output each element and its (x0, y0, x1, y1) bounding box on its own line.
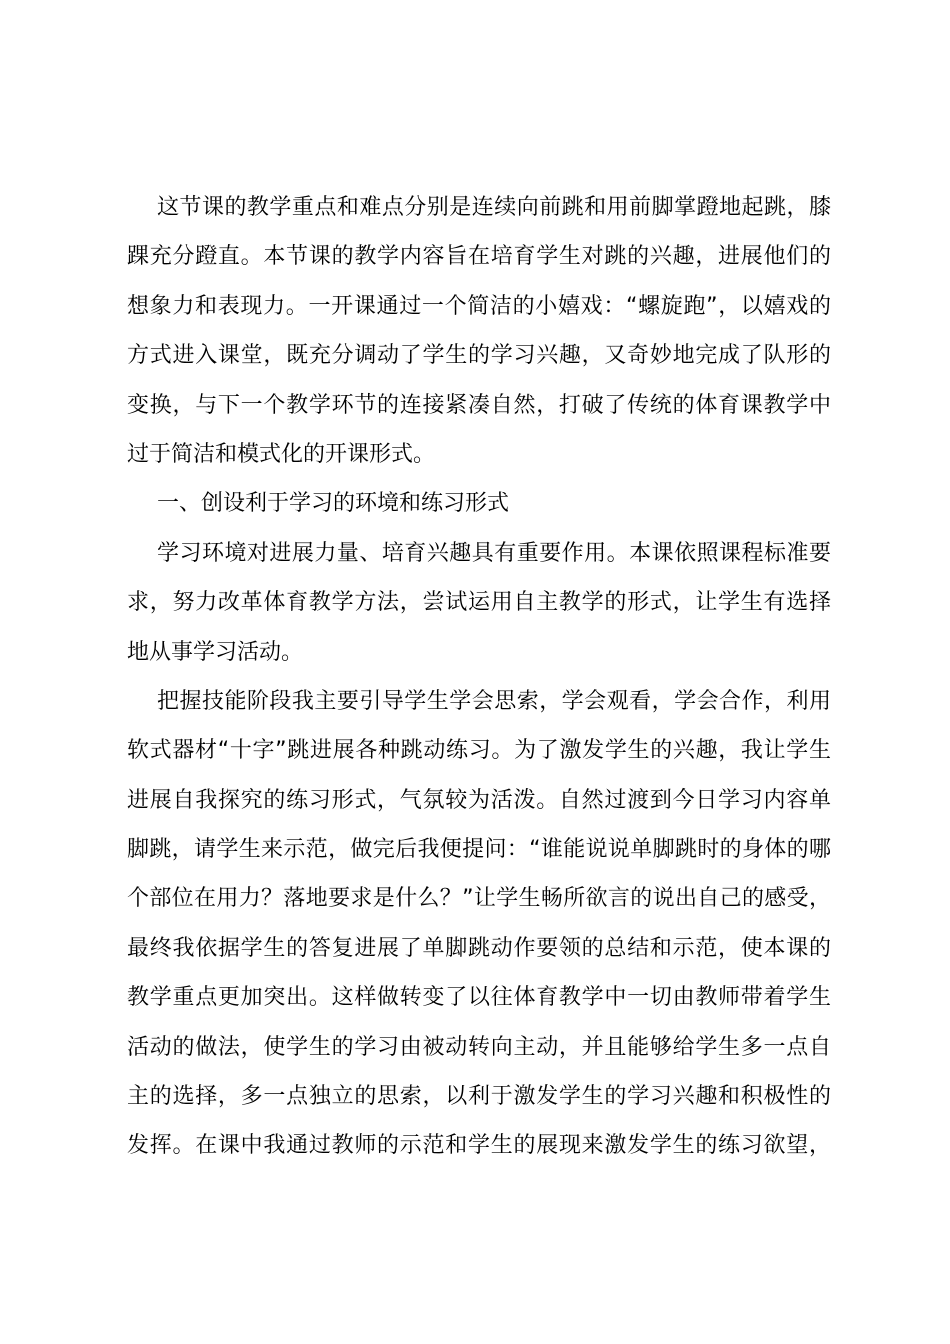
text-line: 个部位在用力？落地要求是什么？”让学生畅所欲言的说出自己的感受， (127, 886, 831, 912)
text-line: 软式器材“十字”跳进展各种跳动练习。为了激发学生的兴趣，我让学生 (127, 738, 831, 764)
text-line: 方式进入课堂，既充分调动了学生的学习兴趣，又奇妙地完成了队形的 (127, 343, 831, 369)
text-line: 过于简洁和模式化的开课形式。 (127, 441, 436, 467)
text-line: 发挥。在课中我通过教师的示范和学生的展现来激发学生的练习欲望， (127, 1133, 831, 1159)
text-line: 脚跳，请学生来示范，做完后我便提问：“谁能说说单脚跳时的身体的哪 (127, 837, 831, 863)
text-line: 踝充分蹬直。本节课的教学内容旨在培育学生对跳的兴趣，进展他们的 (127, 244, 831, 270)
text-line: 求，努力改革体育教学方法，尝试运用自主教学的形式，让学生有选择 (127, 590, 831, 616)
text-line: 教学重点更加突出。这样做转变了以往体育教学中一切由教师带着学生 (127, 985, 831, 1011)
document-body (127, 183, 831, 1171)
text-line: 变换，与下一个教学环节的连接紧凑自然，打破了传统的体育课教学中 (127, 392, 831, 418)
text-line: 这节课的教学重点和难点分别是连续向前跳和用前脚掌蹬地起跳，膝 (157, 195, 831, 220)
text-line: 学习环境对进展力量、培育兴趣具有重要作用。本课依照课程标准要 (157, 540, 831, 566)
section-heading: 一、创设利于学习的环境和练习形式 (157, 491, 510, 517)
text-line: 主的选择，多一点独立的思索，以利于激发学生的学习兴趣和积极性的 (127, 1084, 831, 1110)
text-line: 最终我依据学生的答复进展了单脚跳动作要领的总结和示范，使本课的 (127, 935, 831, 961)
text-line: 地从事学习活动。 (127, 639, 304, 665)
text-line: 活动的做法，使学生的学习由被动转向主动，并且能够给学生多一点自 (127, 1034, 831, 1060)
text-line: 进展自我探究的练习形式，气氛较为活泼。自然过渡到今日学习内容单 (127, 787, 831, 813)
text-line: 把握技能阶段我主要引导学生学会思索，学会观看，学会合作，利用 (157, 688, 831, 714)
text-line: 想象力和表现力。一开课通过一个简洁的小嬉戏：“螺旋跑”，以嬉戏的 (127, 293, 831, 319)
